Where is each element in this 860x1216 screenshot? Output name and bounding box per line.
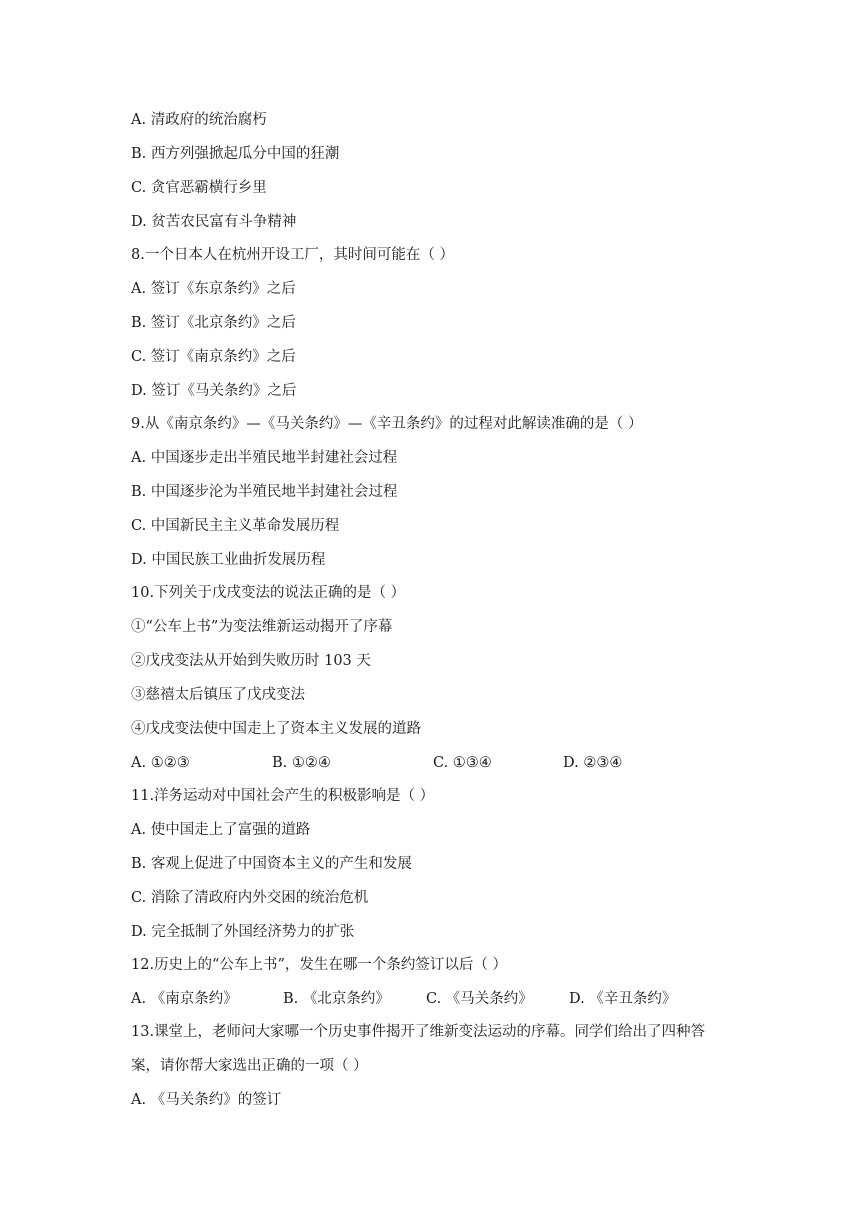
q12-stem: 12.历史上的“公车上书”，发生在哪一个条约签订以后（ ） <box>131 957 507 973</box>
q9-stem: 9.从《南京条约》—《马关条约》—《辛丑条约》的过程对此解读准确的是（ ） <box>131 416 643 432</box>
q13-option-a: A. 《马关条约》的签订 <box>131 1092 282 1108</box>
q10-stem: 10.下列关于戊戌变法的说法正确的是（ ） <box>131 585 406 601</box>
q12-option-c: C. 《马关条约》 <box>426 991 533 1007</box>
q10-option-a: A. ①②③ <box>131 755 190 771</box>
q8-stem: 8.一个日本人在杭州开设工厂，其时间可能在（ ） <box>131 247 454 263</box>
q9-option-a: A. 中国逐步走出半殖民地半封建社会过程 <box>131 450 398 466</box>
q10-statement-2: ②戊戌变法从开始到失败历时 103 天 <box>131 653 371 669</box>
q11-stem: 11.洋务运动对中国社会产生的积极影响是（ ） <box>131 788 435 804</box>
q9-option-b: B. 中国逐步沦为半殖民地半封建社会过程 <box>131 484 398 500</box>
q10-option-c: C. ①③④ <box>433 755 492 771</box>
q7-option-b: B. 西方列强掀起瓜分中国的狂潮 <box>131 146 340 162</box>
q7-option-c: C. 贪官恶霸横行乡里 <box>131 180 267 196</box>
q10-statement-3: ③慈禧太后镇压了戊戌变法 <box>131 687 305 703</box>
q8-option-d: D. 签订《马关条约》之后 <box>131 383 297 399</box>
q11-option-d: D. 完全抵制了外国经济势力的扩张 <box>131 924 355 940</box>
q9-option-d: D. 中国民族工业曲折发展历程 <box>131 552 326 568</box>
q10-options-row <box>131 753 622 773</box>
q10-option-d: D. ②③④ <box>563 755 623 771</box>
q8-option-b: B. 签订《北京条约》之后 <box>131 315 296 331</box>
q11-option-c: C. 消除了清政府内外交困的统治危机 <box>131 890 369 906</box>
q9-option-c: C. 中国新民主主义革命发展历程 <box>131 518 340 534</box>
q12-option-a: A. 《南京条约》 <box>131 991 238 1007</box>
q7-option-d: D. 贫苦农民富有斗争精神 <box>131 214 297 230</box>
q11-option-b: B. 客观上促进了中国资本主义的产生和发展 <box>131 856 412 872</box>
q10-statement-4: ④戊戌变法使中国走上了资本主义发展的道路 <box>131 721 421 737</box>
q12-option-b: B. 《北京条约》 <box>283 991 390 1007</box>
q8-option-a: A. 签订《东京条约》之后 <box>131 281 296 297</box>
q10-option-b: B. ①②④ <box>272 755 331 771</box>
q12-option-d: D. 《辛丑条约》 <box>569 991 677 1007</box>
q8-option-c: C. 签订《南京条约》之后 <box>131 349 296 365</box>
q7-option-a: A. 清政府的统治腐朽 <box>131 112 267 128</box>
q11-option-a: A. 使中国走上了富强的道路 <box>131 822 311 838</box>
q12-options-row <box>131 989 676 1009</box>
q13-stem-line-2: 案，请你帮大家选出正确的一项（ ） <box>131 1058 368 1074</box>
q13-stem-line-1: 13.课堂上，老师问大家哪一个历史事件揭开了维新变法运动的序幕。同学们给出了四种答 <box>131 1024 706 1040</box>
q10-statement-1: ①“公车上书”为变法维新运动揭开了序幕 <box>131 619 393 635</box>
